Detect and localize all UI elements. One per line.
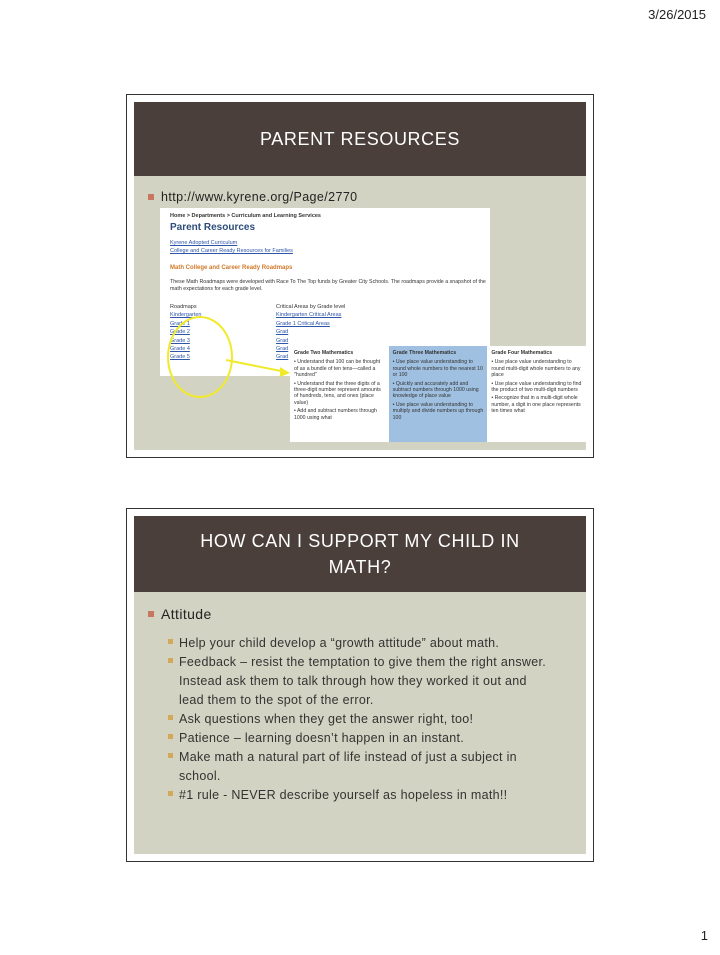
- highlight-circle: [167, 316, 233, 398]
- slide-title: [134, 102, 586, 176]
- bullet-square-icon: [168, 753, 173, 758]
- bullet-square-icon: [168, 639, 173, 644]
- bullet-text: Attitude: [161, 606, 212, 622]
- critical-area-link: Grade 1 Critical Areas: [276, 320, 330, 327]
- bullet-square-icon: [168, 734, 173, 739]
- grade-column-title: Grade Three Mathematics: [392, 350, 457, 356]
- grade-item: • Understand that the three digits of a three-digit number represent amounts of hundreds, tens, and ones (place value): [294, 380, 381, 406]
- pointer-arrow-icon: [224, 358, 294, 378]
- slide-parent-resources: [126, 94, 594, 458]
- sub-bullet: [168, 710, 550, 729]
- grade-item: • Use place value understanding to find the product of two multi-digit numbers: [491, 380, 582, 394]
- grade-four-column: [487, 346, 586, 442]
- sub-bullet: [168, 653, 550, 710]
- web-link: Kyrene Adopted Curriculum: [170, 240, 238, 246]
- roadmap-link: Grade 2: [170, 329, 190, 336]
- slide-title-line: HOW CAN I SUPPORT MY CHILD IN: [200, 531, 520, 551]
- critical-area-link: Kindergarten Critical Areas: [276, 312, 342, 319]
- grade-item: • Use place value understanding to multiply and divide numbers up through 100: [392, 401, 484, 421]
- grade-item: • Use place value understanding to round multi-digit whole numbers to any place: [491, 359, 581, 379]
- bullet-url: [148, 190, 358, 204]
- roadmap-link: Grade 5: [170, 354, 190, 361]
- grade-item: • Use place value understanding to round whole numbers to the nearest 10 or 100: [392, 359, 483, 379]
- bullet-square-icon: [148, 194, 154, 200]
- resource-url[interactable]: http://www.kyrene.org/Page/2770: [161, 190, 358, 204]
- sub-bullet-text: #1 rule - NEVER describe yourself as hopeless in math!!: [179, 788, 508, 802]
- bullet-square-icon: [168, 658, 173, 663]
- critical-area-link: Grad: [276, 354, 289, 361]
- bullet-square-icon: [148, 611, 154, 617]
- sub-bullet-text: Ask questions when they get the answer right, too!: [179, 712, 474, 726]
- slide-content-area: [134, 516, 586, 854]
- roadmap-link: Grade 3: [170, 337, 190, 344]
- sub-bullet: [168, 786, 550, 805]
- roadmaps-header: Roadmaps: [170, 304, 197, 310]
- sub-bullet-text: Patience – learning doesn’t happen in an instant.: [179, 731, 465, 745]
- slide-content-area: [134, 102, 586, 450]
- page-number: 1: [700, 928, 708, 943]
- grade-item: • Recognize that in a multi-digit whole number, a digit in one place represents ten times what: [491, 395, 581, 415]
- bullet-attitude: [148, 606, 212, 622]
- critical-areas-header: Critical Areas by Grade level: [276, 304, 346, 310]
- grade-item: • Quickly and accurately add and subtract numbers through 1000 using knowledge of place value: [392, 380, 479, 400]
- slide-title-text: PARENT RESOURCES: [260, 129, 460, 149]
- grade-column-title: Grade Two Mathematics: [294, 350, 354, 356]
- critical-area-link: Grad: [276, 329, 289, 336]
- bullet-square-icon: [168, 715, 173, 720]
- grade-two-column: [290, 346, 389, 442]
- web-heading: Parent Resources: [170, 222, 256, 233]
- web-paragraph: These Math Roadmaps were developed with Race To The Top funds by Greater City Schools. The roadmaps provide a snapshot of the math expectations for each grade level.: [170, 279, 486, 292]
- roadmap-link: Kindergarten: [170, 312, 202, 319]
- sub-bullet-text: Feedback – resist the temptation to give them the right answer. Instead ask them to talk through how they worked it out and lead them to the spot of the error.: [179, 655, 547, 707]
- grade-three-column: [389, 346, 488, 442]
- roadmap-link: Grade 1: [170, 320, 190, 327]
- attitude-sub-bullets: [168, 634, 550, 805]
- slide-title-line: MATH?: [328, 557, 392, 577]
- sub-bullet: [168, 634, 550, 653]
- web-breadcrumb: Home > Departments > Curriculum and Learning Services: [170, 213, 321, 219]
- critical-area-link: Grad: [276, 346, 289, 353]
- sub-bullet: [168, 748, 550, 786]
- web-section-heading: Math College and Career Ready Roadmaps: [170, 265, 293, 271]
- web-link: College and Career Ready Resources for Families: [170, 248, 293, 254]
- slide-title: [134, 516, 586, 592]
- critical-area-link: Grad: [276, 337, 289, 344]
- print-date: 3/26/2015: [648, 7, 706, 22]
- bullet-square-icon: [168, 791, 173, 796]
- sub-bullet: [168, 729, 550, 748]
- sub-bullet-text: Make math a natural part of life instead of just a subject in school.: [179, 750, 517, 783]
- sub-bullet-text: Help your child develop a “growth attitude” about math.: [179, 636, 500, 650]
- grade-item: • Understand that 100 can be thought of as a bundle of ten tens—called a "hundred": [294, 359, 381, 379]
- grade-item: • Add and subtract numbers through 1000 using what: [294, 408, 377, 421]
- grade-expectations-table: [290, 346, 586, 442]
- grade-column-title: Grade Four Mathematics: [491, 350, 553, 356]
- slide-support-child: [126, 508, 594, 862]
- roadmap-link: Grade 4: [170, 346, 190, 353]
